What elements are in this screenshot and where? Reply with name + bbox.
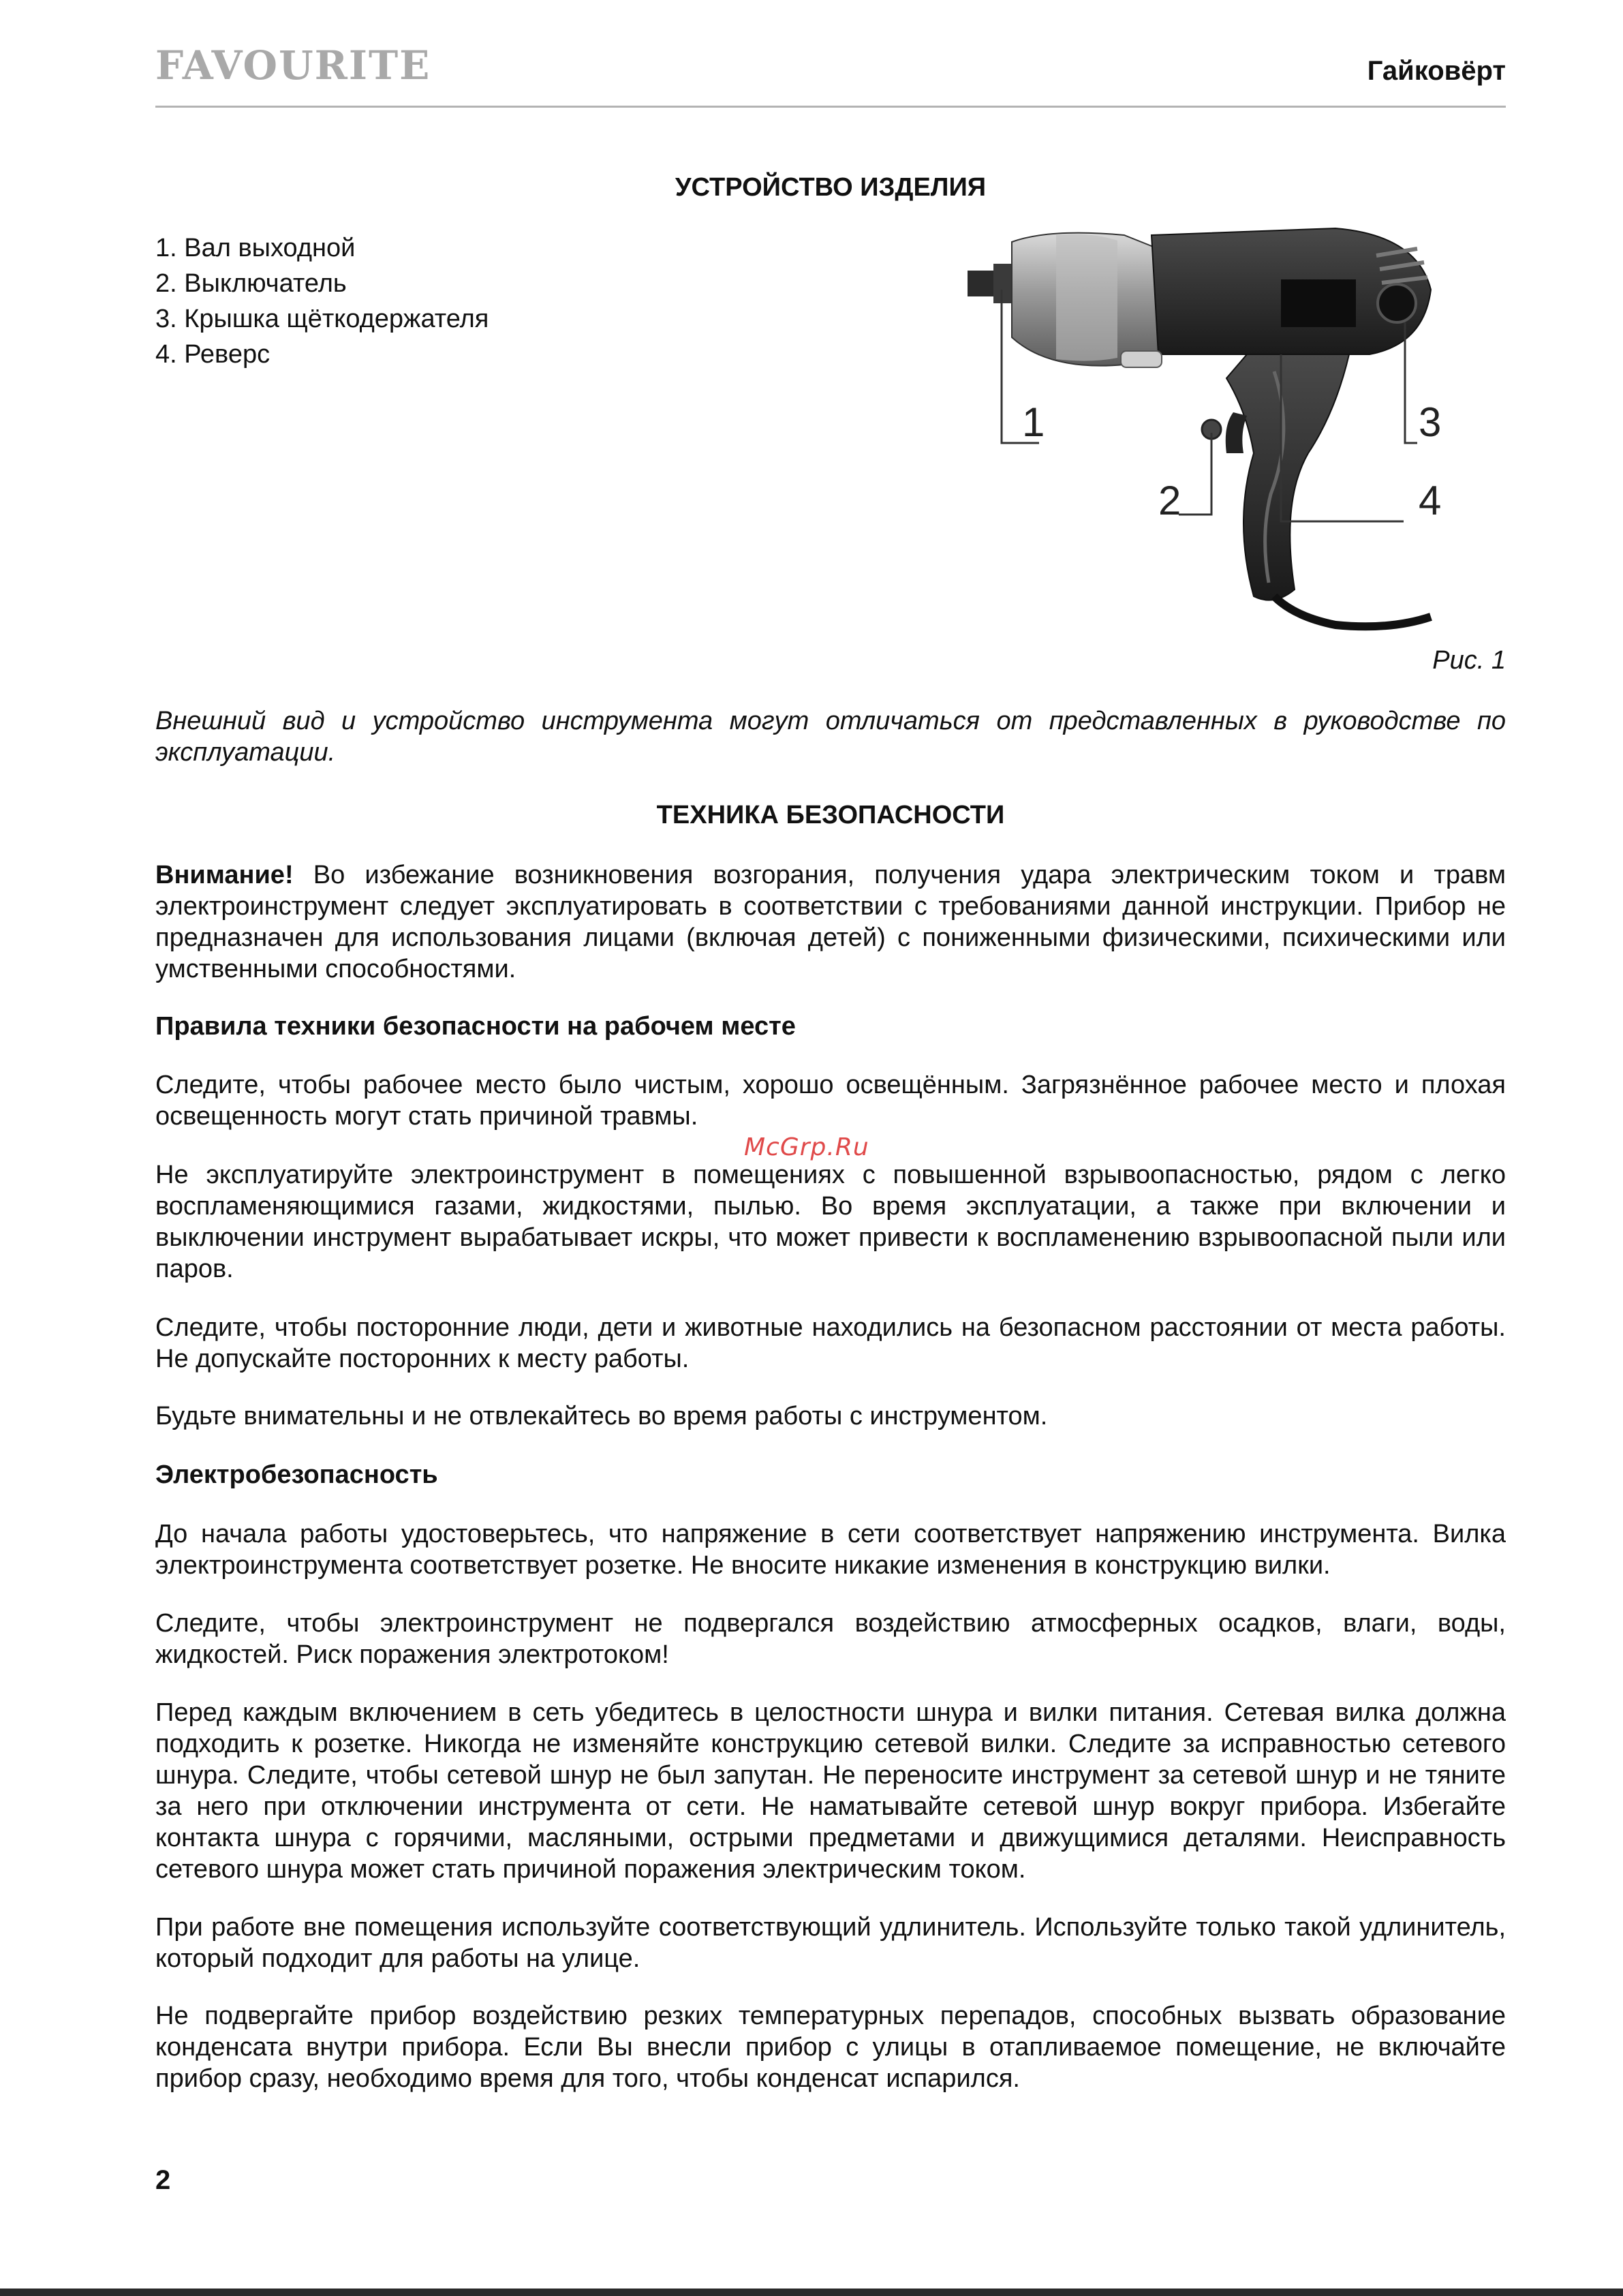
brand-logo: FAVOURITE: [155, 42, 431, 89]
callout-1: 1: [1022, 399, 1045, 445]
warning-text: Во избежание возникновения возгорания, получения удара электрическим током и травм электроинструмент следует эксплуатировать в соответствии с требованиями данной инструкции. Прибор не предназначен для использования лицами (включая детей) с пониженными физическими, психическими или умственными способностями.: [155, 861, 1506, 983]
vent-slots: [1281, 279, 1356, 327]
watermark: McGrp.Ru: [744, 1133, 869, 1161]
electrical-paragraph: До начала работы удостоверьтесь, что напряжение в сети соответствует напряжению инструмента. Вилка электроинструмента соответствует розетке. Не вносите никакие изменения в конструкцию вилки.: [155, 1520, 1506, 1580]
impact-wrench-figure: [954, 208, 1485, 651]
workplace-paragraph: Не эксплуатируйте электроинструмент в помещениях с повышенной взрывоопасностью, рядом с легко воспламеняющимися газами, жидкостями, пылью. Во время эксплуатации, а также при включении и выключении инструмент вырабатывает искры, что может привести к воспламенению взрывоопасной пыли или паров.: [155, 1161, 1506, 1283]
parts-list-item: 3. Крышка щёткодержателя: [155, 305, 489, 333]
header-divider: [155, 106, 1506, 108]
warning-lead: Внимание!: [155, 861, 294, 889]
parts-list: [155, 230, 489, 372]
parts-list-item: 1. Вал выходной: [155, 234, 356, 262]
callout-2: 2: [1158, 478, 1181, 523]
safety-section-title: ТЕХНИКА БЕЗОПАСНОСТИ: [656, 801, 1005, 829]
power-cord: [1274, 596, 1431, 626]
impact-wrench-illustration: [954, 208, 1485, 651]
workplace-heading: Правила техники безопасности на рабочем месте: [155, 1012, 796, 1041]
workplace-paragraph: Будьте внимательны и не отвлекайтесь во время работы с инструментом.: [155, 1402, 1048, 1430]
reverse-button: [1121, 351, 1162, 367]
scan-edge: [0, 2289, 1623, 2296]
appearance-note: Внешний вид и устройство инструмента могут отличаться от представленных в руководстве по эксплуатации.: [155, 707, 1506, 767]
electrical-heading: Электробезопасность: [155, 1460, 438, 1489]
callout-3: 3: [1419, 399, 1442, 445]
warning-paragraph: [155, 859, 1506, 985]
electrical-paragraph: Перед каждым включением в сеть убедитесь в целостности шнура и вилки питания. Сетевая вилка должна подходить к розетке. Никогда не изменяйте конструкцию сетевой вилки. Следите за исправностью сетевого шнура. Следите, чтобы сетевой шнур не был запутан. Не переносите инструмент за сетевой шнур и не тяните за него при отключении инструмента от сети. Не наматывайте сетевой шнур вокруг прибора. Избегайте контакта шнура с горячими, масляными, острыми предметами и движущимися деталями. Неисправность сетевого шнура может стать причиной поражения электрическим током.: [155, 1698, 1506, 1884]
electrical-paragraph: Не подвергайте прибор воздействию резких температурных перепадов, способных вызвать образование конденсата внутри прибора. Если Вы внесли прибор с улицы в отапливаемое помещение, не включайте прибор сразу, необходимо время для того, чтобы конденсат испарился.: [155, 2002, 1506, 2093]
workplace-paragraph: Следите, чтобы посторонние люди, дети и животные находились на безопасном расстоянии от места работы. Не допускайте посторонних к месту работы.: [155, 1313, 1506, 1373]
figure-caption: Рис. 1: [1432, 646, 1506, 675]
parts-list-item: 2. Выключатель: [155, 269, 347, 298]
trigger-switch: [1226, 412, 1247, 453]
parts-list-item: 4. Реверс: [155, 340, 270, 369]
document-title: Гайковёрт: [1367, 56, 1506, 86]
device-section-title: УСТРОЙСТВО ИЗДЕЛИЯ: [675, 173, 987, 202]
electrical-paragraph: Следите, чтобы электроинструмент не подвергался воздействию атмосферных осадков, влаги, воды, жидкостей. Риск поражения электротоком!: [155, 1609, 1506, 1669]
page-number: 2: [155, 2165, 171, 2195]
electrical-paragraph: При работе вне помещения используйте соответствующий удлинитель. Используйте только такой удлинитель, который подходит для работы на улице.: [155, 1913, 1506, 1973]
workplace-paragraph: Следите, чтобы рабочее место было чистым, хорошо освещённым. Загрязнённое рабочее место и плохая освещенность могут стать причиной травмы.: [155, 1071, 1506, 1131]
callout-4: 4: [1419, 478, 1442, 523]
brush-cap: [1378, 284, 1416, 322]
